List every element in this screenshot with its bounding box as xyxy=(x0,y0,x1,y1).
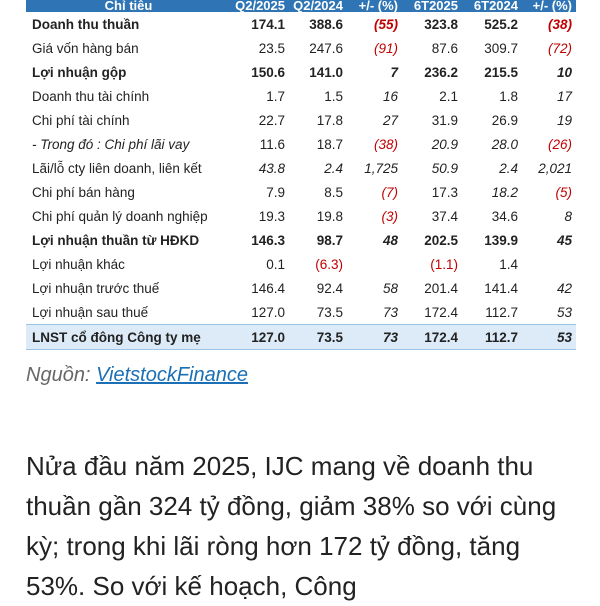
table-row xyxy=(26,180,576,204)
row-label: Lợi nhuận trước thuế xyxy=(32,280,160,296)
cell: 0.1 xyxy=(266,256,285,272)
cell: 309.7 xyxy=(484,40,518,56)
cell: (7) xyxy=(381,184,398,200)
row-label: Doanh thu tài chính xyxy=(32,88,150,104)
financial-table-container xyxy=(26,0,576,350)
table-row xyxy=(26,36,576,60)
header-q2-change: +/- (%) xyxy=(347,0,402,12)
cell: 53 xyxy=(556,304,572,320)
cell: 174.1 xyxy=(251,16,285,32)
row-label: Lãi/lỗ cty liên doanh, liên kết xyxy=(32,160,202,176)
table-row xyxy=(26,60,576,84)
cell: 23.5 xyxy=(258,40,285,56)
cell xyxy=(522,252,576,276)
cell: 10 xyxy=(556,64,572,80)
cell: 73.5 xyxy=(316,304,343,320)
cell: 19 xyxy=(556,112,572,128)
cell: 73 xyxy=(382,304,398,320)
cell: 2.4 xyxy=(324,160,343,176)
cell: 2.1 xyxy=(439,88,458,104)
cell: 19.8 xyxy=(316,208,343,224)
cell: 17.8 xyxy=(316,112,343,128)
cell: 146.3 xyxy=(251,232,285,248)
cell: 7 xyxy=(390,64,398,80)
table-header-row xyxy=(26,0,576,12)
cell: 525.2 xyxy=(484,16,518,32)
row-label: Giá vốn hàng bán xyxy=(32,40,139,56)
cell: 1.4 xyxy=(499,256,518,272)
cell: 73 xyxy=(347,325,402,350)
table-row xyxy=(26,300,576,325)
header-6m-change: +/- (%) xyxy=(522,0,576,12)
table-row xyxy=(26,276,576,300)
cell: 53 xyxy=(522,325,576,350)
row-label: Doanh thu thuần xyxy=(32,16,140,32)
cell: (38) xyxy=(547,16,572,32)
cell: 48 xyxy=(382,232,398,248)
table-row xyxy=(26,252,576,276)
row-label: LNST cổ đông Công ty mẹ xyxy=(26,325,231,350)
cell: 141.4 xyxy=(484,280,518,296)
cell: 150.6 xyxy=(251,64,285,80)
cell: 73.5 xyxy=(289,325,347,350)
cell: 8 xyxy=(564,208,572,224)
cell: (55) xyxy=(373,16,398,32)
cell: 236.2 xyxy=(424,64,458,80)
cell: 172.4 xyxy=(424,304,458,320)
cell: (91) xyxy=(373,40,398,56)
table-row xyxy=(26,84,576,108)
cell: 146.4 xyxy=(251,280,285,296)
cell: 215.5 xyxy=(484,64,518,80)
header-6m-2025: 6T2025 xyxy=(402,0,462,12)
row-label: Chi phí tài chính xyxy=(32,112,130,128)
cell: 20.9 xyxy=(431,136,458,152)
cell: 202.5 xyxy=(424,232,458,248)
cell: 141.0 xyxy=(309,64,343,80)
cell: 27 xyxy=(382,112,398,128)
table-row xyxy=(26,108,576,132)
cell: (6.3) xyxy=(315,256,343,272)
cell: 19.3 xyxy=(258,208,285,224)
cell: 98.7 xyxy=(316,232,343,248)
cell: 7.9 xyxy=(266,184,285,200)
row-label: Chi phí bán hàng xyxy=(32,184,135,200)
header-q2-2024: Q2/2024 xyxy=(289,0,347,12)
article-paragraph: Nửa đầu năm 2025, IJC mang về doanh thu thuần gần 324 tỷ đồng, giảm 38% so với cùng kỳ; trong khi lãi ròng hơn 172 tỷ đồng, tăng 53%. So với kế hoạch, Công xyxy=(26,451,557,601)
row-label: Lợi nhuận sau thuế xyxy=(32,304,149,320)
table-row xyxy=(26,204,576,228)
cell: (3) xyxy=(381,208,398,224)
cell: 17.3 xyxy=(431,184,458,200)
table-row xyxy=(26,132,576,156)
cell: 323.8 xyxy=(424,16,458,32)
cell: 37.4 xyxy=(431,208,458,224)
cell: 8.5 xyxy=(324,184,343,200)
cell: 1,725 xyxy=(364,160,398,176)
cell: 247.6 xyxy=(309,40,343,56)
cell: 2,021 xyxy=(538,160,572,176)
source-label: Nguồn: xyxy=(26,364,97,386)
cell: 16 xyxy=(382,88,398,104)
table-row xyxy=(26,156,576,180)
financial-results-table xyxy=(26,0,576,350)
source-caption xyxy=(26,364,248,387)
cell: 58 xyxy=(382,280,398,296)
cell: 43.8 xyxy=(258,160,285,176)
cell: 18.7 xyxy=(316,136,343,152)
row-label: - Trong đó : Chi phí lãi vay xyxy=(32,136,190,152)
header-6m-2024: 6T2024 xyxy=(462,0,522,12)
cell: (1.1) xyxy=(430,256,458,272)
cell: 50.9 xyxy=(431,160,458,176)
cell: 92.4 xyxy=(316,280,343,296)
cell: 139.9 xyxy=(484,232,518,248)
cell: 127.0 xyxy=(231,325,289,350)
table-row xyxy=(26,228,576,252)
cell: 112.7 xyxy=(485,304,518,320)
cell: 17 xyxy=(556,88,572,104)
source-link[interactable]: VietstockFinance xyxy=(96,364,248,386)
cell: 1.7 xyxy=(266,88,285,104)
cell: 201.4 xyxy=(424,280,458,296)
cell: (72) xyxy=(547,40,572,56)
cell: 11.6 xyxy=(259,136,285,152)
cell: 26.9 xyxy=(491,112,518,128)
cell: 22.7 xyxy=(258,112,285,128)
table-row-total xyxy=(26,325,576,350)
cell xyxy=(347,252,402,276)
cell: 31.9 xyxy=(431,112,458,128)
cell: 42 xyxy=(556,280,572,296)
cell: 87.6 xyxy=(431,40,458,56)
row-label: Lợi nhuận khác xyxy=(32,256,125,272)
cell: 18.2 xyxy=(491,184,518,200)
header-q2-2025: Q2/2025 xyxy=(231,0,289,12)
cell: 45 xyxy=(556,232,572,248)
row-label: Lợi nhuận thuần từ HĐKD xyxy=(32,232,200,248)
table-row xyxy=(26,12,576,36)
cell: 112.7 xyxy=(462,325,522,350)
cell: 172.4 xyxy=(402,325,462,350)
cell: (38) xyxy=(373,136,398,152)
cell: 34.6 xyxy=(491,208,518,224)
cell: (5) xyxy=(555,184,572,200)
cell: 388.6 xyxy=(309,16,343,32)
cell: (26) xyxy=(547,136,572,152)
cell: 28.0 xyxy=(491,136,518,152)
cell: 1.8 xyxy=(499,88,518,104)
header-indicator: Chỉ tiêu xyxy=(26,0,231,12)
cell: 127.0 xyxy=(251,304,285,320)
cell: 1.5 xyxy=(324,88,343,104)
row-label: Lợi nhuận gộp xyxy=(32,64,127,80)
cell: 2.4 xyxy=(499,160,518,176)
row-label: Chi phí quản lý doanh nghiệp xyxy=(32,208,208,224)
